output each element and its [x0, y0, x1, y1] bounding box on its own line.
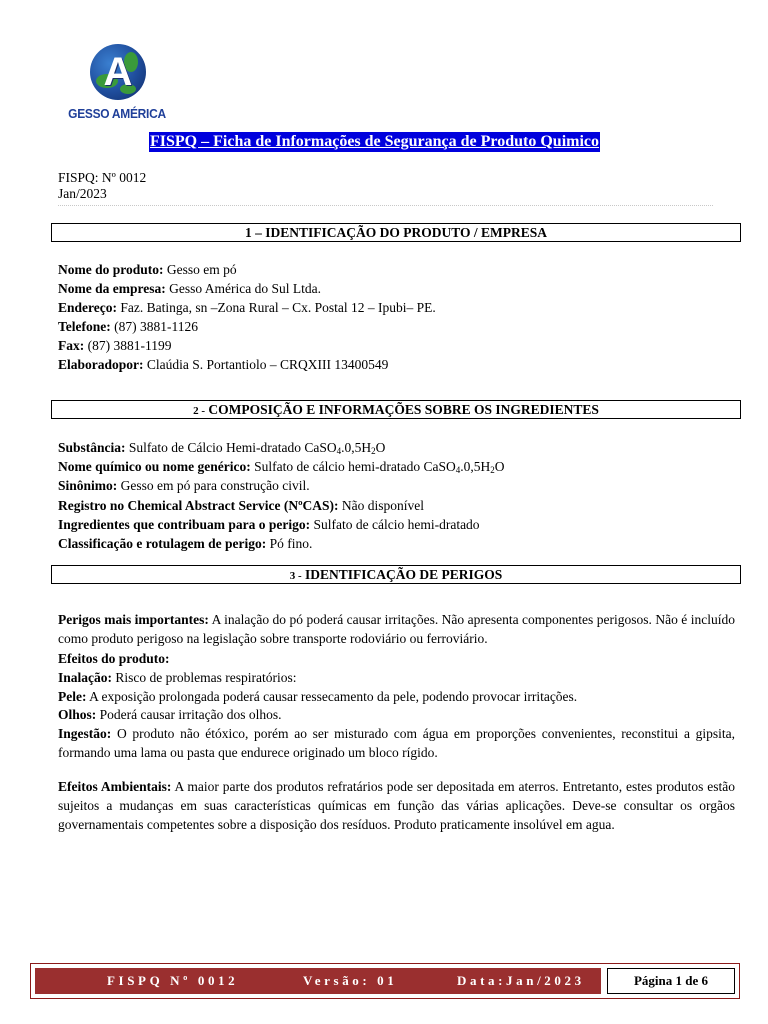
field-author: Elaboradopor: Claúdia S. Portantiolo – CRQXIII 13400549: [58, 357, 389, 372]
field-skin: Pele: A exposição prolongada poderá causar ressecamento da pele, podendo provocar irritações.: [58, 689, 578, 704]
section-2-header: [51, 400, 741, 419]
document-date: Jan/2023: [58, 186, 107, 201]
product-effects-heading: Efeitos do produto:: [58, 651, 170, 666]
section-3-number: 3 -: [289, 570, 302, 582]
footer-page-number: Página 1 de 6: [607, 968, 735, 994]
field-hazard-ingredients: Ingredientes que contribuam para o perigo: Sulfato de cálcio hemi-dratado: [58, 517, 480, 532]
section-2-title: COMPOSIÇÃO E INFORMAÇÕES SOBRE OS INGREDIENTES: [208, 402, 599, 417]
field-cas: Registro no Chemical Abstract Service (NºCAS): Não disponível: [58, 498, 425, 513]
section-3-title: IDENTIFICAÇÃO DE PERIGOS: [305, 567, 503, 582]
field-substance: Substância: Sulfato de Cálcio Hemi-dratado $CaSO_4.0,5H_2O$: [58, 440, 386, 456]
section-1-title: 1 – IDENTIFICAÇÃO DO PRODUTO / EMPRESA: [244, 225, 548, 240]
field-inhalation: Inalação: Risco de problemas respiratórios:: [58, 670, 297, 685]
section-3-header: [51, 565, 741, 584]
company-logo: [62, 42, 172, 128]
field-phone: Telefone: (87) 3881-1126: [58, 319, 198, 334]
field-company-name: Nome da empresa: Gesso América do Sul Ltda.: [58, 281, 321, 296]
paragraph-main-hazards: Perigos mais importantes: A inalação do pó poderá causar irritações. Não apresenta componentes perigosos. Não é incluído como produto perigoso na legislação sobre transporte rodoviário ou ferroviário.: [58, 612, 735, 647]
globe-icon: [90, 44, 146, 100]
document-title: FISPQ – Ficha de Informações de Segurança de Produto Quimico: [150, 133, 600, 150]
field-fax: Fax: (87) 3881-1199: [58, 338, 172, 353]
footer-doc-number: FISPQ Nº 0012: [107, 973, 239, 988]
paragraph-ingestion: Ingestão: O produto não étóxico, porém ao ser misturado com água em proporções convenientes, reconstitui a gipsita, formando uma lama ou pasta que endurece originado um bloco rígido.: [58, 726, 736, 761]
logo-name: GESSO AMÉRICA: [68, 106, 166, 121]
section-1-header: [51, 223, 741, 242]
footer-date: Data:Jan/2023: [457, 973, 585, 988]
field-address: Endereço: Faz. Batinga, sn –Zona Rural – Cx. Postal 12 – Ipubi– PE.: [58, 300, 436, 315]
paragraph-environmental-effects: Efeitos Ambientais: A maior parte dos produtos refratários pode ser depositada em aterros. Entretanto, estes produtos estão sujeitos a mudanças em suas características químicas em função das várias aplicações. Deve-se consultar os orgãos governamentais competentes sobre a disposição dos resíduos. Produto praticamente insolúvel em agua.: [58, 779, 735, 833]
field-chemical-name: Nome químico ou nome genérico: Sulfato de cálcio hemi-dratado $CaSO_4.0,5H_2O$: [58, 459, 505, 475]
footer-version: Versão: 01: [303, 973, 398, 988]
field-eyes: Olhos: Poderá causar irritação dos olhos.: [58, 707, 282, 722]
field-product-name: Nome do produto: Gesso em pó: [58, 262, 237, 277]
logo-letter: A: [103, 49, 133, 94]
divider: [58, 205, 713, 206]
section-2-number: 2 -: [193, 405, 206, 417]
field-synonym: Sinônimo: Gesso em pó para construção civil.: [58, 478, 310, 493]
footer-bar: [35, 968, 601, 994]
document-number: FISPQ: Nº 0012: [58, 170, 147, 185]
page-footer: [30, 963, 740, 999]
field-classification: Classificação e rotulagem de perigo: Pó fino.: [58, 536, 313, 551]
